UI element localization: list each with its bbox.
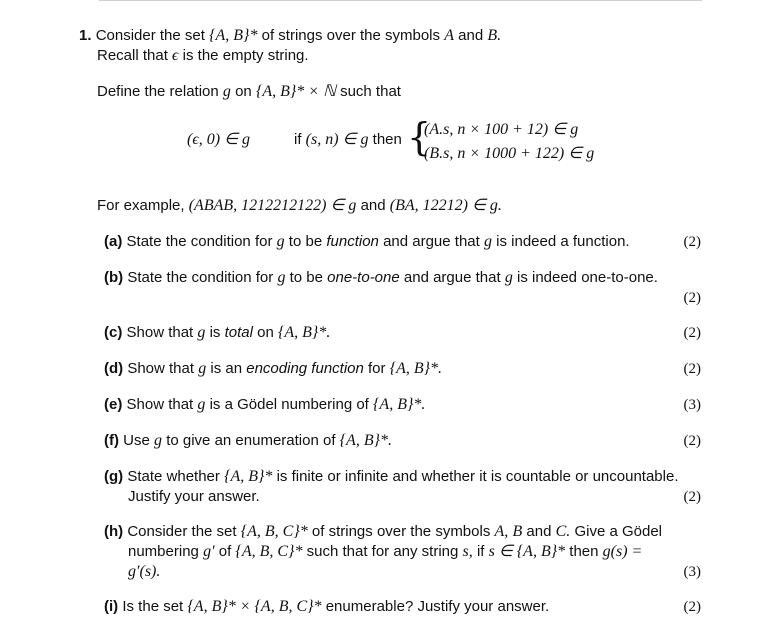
part-text: to be <box>289 269 323 286</box>
symbol-c: C. <box>555 523 571 540</box>
part-text: on <box>257 324 274 341</box>
example-line <box>97 197 502 215</box>
part-text: of strings over the symbols <box>311 523 491 540</box>
part-text: Is the set <box>122 598 184 615</box>
part-text: Show that <box>126 324 194 341</box>
inductive-condition <box>294 131 402 149</box>
marks-b: (2) <box>683 290 701 306</box>
set-expr: {A, B}*. <box>389 360 443 377</box>
def-text: such that <box>340 83 401 100</box>
then-word: then <box>372 131 402 148</box>
part-c <box>104 324 330 342</box>
part-h-line2 <box>128 543 642 561</box>
equation-lhs: g(s) = <box>602 543 643 560</box>
part-label: (h) <box>104 523 124 540</box>
example-text: For example, <box>97 197 185 214</box>
case-a: (A.s, n × 100 + 12) ∈ g <box>424 121 579 138</box>
part-text: to give an enumeration of <box>166 432 336 449</box>
marks-c: (2) <box>683 325 701 341</box>
g-symbol: g <box>197 396 206 413</box>
marks-i: (2) <box>683 599 701 615</box>
set-expr: {A, B}*. <box>373 396 426 413</box>
part-g <box>104 468 679 486</box>
def-text: on <box>235 83 252 100</box>
part-text: and <box>526 523 552 540</box>
marks-a: (2) <box>683 234 701 250</box>
part-label: (i) <box>104 598 119 615</box>
part-text: and argue that <box>403 269 501 286</box>
set-expr: {A, B, C}* <box>240 523 308 540</box>
part-label: (b) <box>104 269 124 286</box>
symbol-a: A <box>444 27 454 44</box>
part-emphasis: total <box>224 324 253 341</box>
part-text: then <box>569 543 599 560</box>
marks-h: (3) <box>683 564 701 580</box>
left-brace: { <box>407 115 432 159</box>
domain-expr: {A, B}* × ℕ <box>255 83 336 100</box>
part-text: Consider the set <box>127 523 237 540</box>
intro-text: Recall that <box>97 47 168 64</box>
marks-e: (3) <box>683 397 701 413</box>
part-label: (f) <box>104 432 119 449</box>
part-text: is indeed a function. <box>496 233 630 250</box>
condition-expr: s ∈ {A, B}* <box>488 543 566 560</box>
part-label: (e) <box>104 396 123 413</box>
s-symbol: s, <box>462 543 473 560</box>
part-label: (a) <box>104 233 123 250</box>
part-g-line2: Justify your answer. <box>128 488 260 505</box>
part-f <box>104 432 392 450</box>
part-text: is a Gödel numbering of <box>209 396 369 413</box>
set-expr: {A, B}*. <box>277 324 331 341</box>
part-text: for <box>368 360 386 377</box>
part-d <box>104 360 442 378</box>
g-symbol: g <box>222 83 231 100</box>
symbol-b: B. <box>487 27 502 44</box>
g-symbol: g <box>277 269 286 286</box>
if-condition: (s, n) ∈ g <box>305 131 369 148</box>
part-text: of <box>218 543 232 560</box>
intro-text: and <box>458 27 484 44</box>
part-text: is finite or infinite and whether it is countable or uncountable. <box>276 468 679 485</box>
part-text: to be <box>288 233 323 250</box>
part-emphasis: one-to-one <box>327 269 400 286</box>
part-emphasis: encoding function <box>246 360 364 377</box>
def-text: Define the relation <box>97 83 219 100</box>
part-h <box>104 523 662 541</box>
part-text: is <box>209 324 221 341</box>
part-text: State the condition for <box>126 233 273 250</box>
intro-text: of strings over the symbols <box>261 27 441 44</box>
g-symbol: g <box>154 432 163 449</box>
set-expr: {A, B}* <box>209 27 258 44</box>
case-b: (B.s, n × 1000 + 122) ∈ g <box>424 145 595 162</box>
example-text: and <box>360 197 386 214</box>
intro-text: is the empty string. <box>182 47 309 64</box>
part-text: and argue that <box>383 233 480 250</box>
symbol-a: A, <box>494 523 509 540</box>
part-text: State whether <box>127 468 220 485</box>
part-b <box>104 269 658 287</box>
intro-text: Consider the set <box>95 27 205 44</box>
g-symbol: g <box>276 233 285 250</box>
part-label: (d) <box>104 360 124 377</box>
set-expr: {A, B, C}* <box>235 543 303 560</box>
part-text: Use <box>123 432 150 449</box>
g-prime-symbol: g′ <box>203 543 215 560</box>
part-text: is indeed one-to-one. <box>516 269 658 286</box>
top-rule <box>99 0 702 1</box>
part-label: (g) <box>104 468 124 485</box>
epsilon-symbol: ϵ <box>172 47 179 64</box>
if-word: if <box>294 131 302 148</box>
g-symbol: g <box>504 269 513 286</box>
question-number: 1. <box>79 27 92 44</box>
marks-d: (2) <box>683 361 701 377</box>
part-a <box>104 233 630 251</box>
definition-line <box>97 83 401 101</box>
part-text: numbering <box>128 543 199 560</box>
part-text: Show that <box>126 396 194 413</box>
part-i <box>104 598 549 616</box>
part-text: Give a Gödel <box>574 523 662 540</box>
g-symbol: g <box>198 360 207 377</box>
example-1: (ABAB, 1212212122) ∈ g <box>188 197 357 214</box>
part-label: (c) <box>104 324 123 341</box>
part-h-line3: g′(s). <box>128 563 161 580</box>
part-emphasis: function <box>326 233 379 250</box>
base-case: (ϵ, 0) ∈ g <box>187 131 251 148</box>
marks-f: (2) <box>683 433 701 449</box>
question-intro-line1 <box>79 27 501 45</box>
part-text: is an <box>210 360 243 377</box>
part-text: if <box>476 543 485 560</box>
set-expr: {A, B}* × {A, B, C}* <box>187 598 322 615</box>
part-text: Show that <box>127 360 195 377</box>
part-text: State the condition for <box>127 269 274 286</box>
part-text: enumerable? Justify your answer. <box>325 598 550 615</box>
symbol-b: B <box>512 523 523 540</box>
question-intro-line2 <box>97 47 309 65</box>
marks-g: (2) <box>683 489 701 505</box>
example-2: (BA, 12212) ∈ g. <box>389 197 502 214</box>
set-expr: {A, B}* <box>224 468 273 485</box>
g-symbol: g <box>483 233 492 250</box>
part-e <box>104 396 425 414</box>
g-symbol: g <box>197 324 206 341</box>
set-expr: {A, B}*. <box>339 432 392 449</box>
part-text: such that for any string <box>306 543 459 560</box>
